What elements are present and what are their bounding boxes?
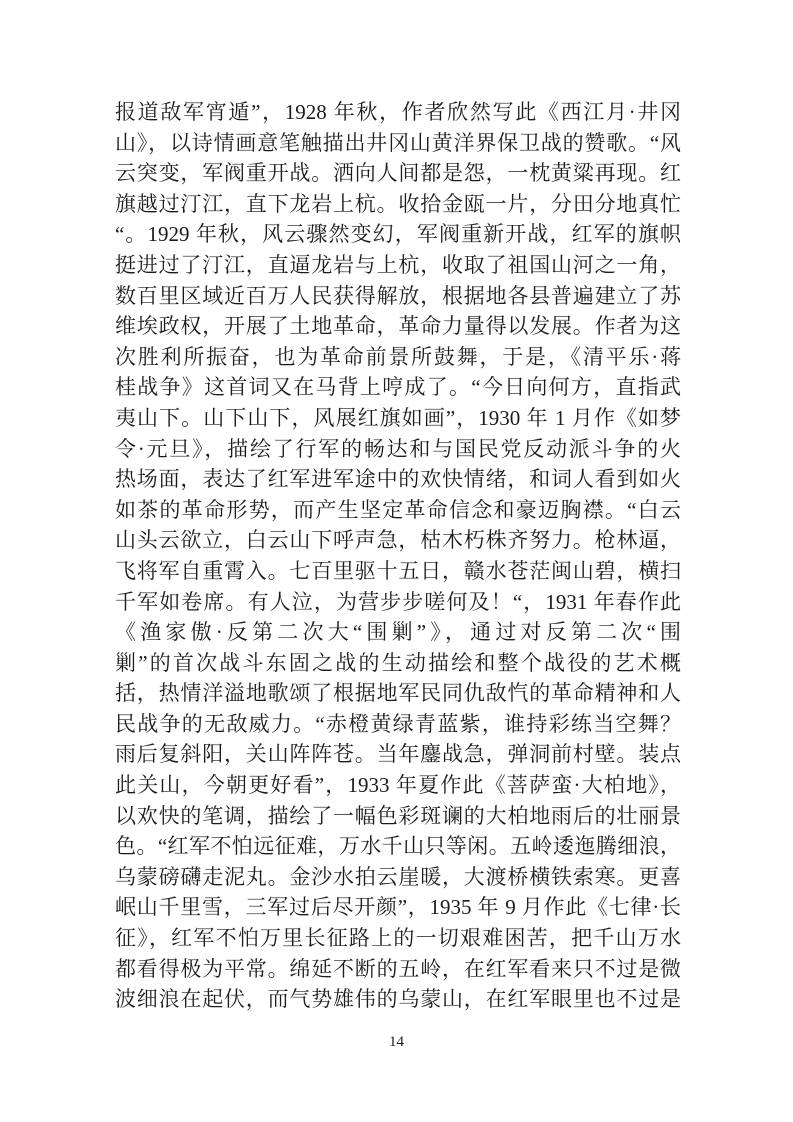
text-line: 飞将军自重霄入。七百里驱十五日，赣水苍茫闽山碧，横扫: [115, 558, 681, 583]
text-line: 征》，红军不怕万里长征路上的一切艰难困苦，把千山万水: [115, 926, 681, 951]
text-line: 色。“红军不怕远征难，万水千山只等闲。五岭逶迤腾细浪，: [115, 834, 681, 859]
text-line: 夷山下。山下山下，风展红旗如画”，1930 年 1 月作《如梦: [115, 405, 681, 430]
text-line: 桂战争》这首词又在马背上哼成了。“今日向何方，直指武: [115, 375, 681, 400]
text-line: 山头云欲立，白云山下呼声急，枯木朽株齐努力。枪林逼，: [115, 528, 681, 553]
text-line: 雨后复斜阳，关山阵阵苍。当年鏖战急，弹洞前村壁。装点: [115, 742, 681, 767]
text-line: 挺进过了汀江，直逼龙岩与上杭，收取了祖国山河之一角，: [115, 252, 681, 277]
text-line: 云突变，军阀重开战。洒向人间都是怨，一枕黄粱再现。红: [115, 161, 681, 186]
text-line: 维埃政权，开展了土地革命，革命力量得以发展。作者为这: [115, 314, 681, 339]
text-line: 旗越过汀江，直下龙岩上杭。收拾金瓯一片，分田分地真忙: [115, 191, 681, 216]
text-line: 如茶的革命形势，而产生坚定革命信念和豪迈胸襟。“白云: [115, 497, 681, 522]
text-line: 岷山千里雪，三军过后尽开颜”，1935 年 9 月作此《七律·长: [115, 895, 681, 920]
text-line: 热场面，表达了红军进军途中的欢快情绪，和词人看到如火: [115, 467, 681, 492]
text-line: 民战争的无敌威力。“赤橙黄绿青蓝紫，谁持彩练当空舞？: [115, 711, 681, 736]
text-line: 乌蒙磅礴走泥丸。金沙水拍云崖暖，大渡桥横铁索寒。更喜: [115, 864, 681, 889]
text-line: 波细浪在起伏，而气势雄伟的乌蒙山，在红军眼里也不过是: [115, 987, 681, 1012]
text-line: 山》，以诗情画意笔触描出井冈山黄洋界保卫战的赞歌。“风: [115, 130, 681, 155]
text-line: 剿”的首次战斗东固之战的生动描绘和整个战役的艺术概: [115, 650, 681, 675]
text-line: “。1929 年秋，风云骤然变幻，军阀重新开战，红军的旗帜: [115, 222, 681, 247]
text-line: 千军如卷席。有人泣，为营步步嗟何及！“，1931 年春作此: [115, 589, 681, 614]
text-line: 次胜利所振奋，也为革命前景所鼓舞，于是，《清平乐·蒋: [115, 344, 681, 369]
text-line: 报道敌军宵遁”，1928 年秋，作者欣然写此《西江月·井冈: [115, 100, 681, 124]
text-line: 括，热情洋溢地歌颂了根据地军民同仇敌忾的革命精神和人: [115, 681, 681, 706]
text-line: 《渔家傲·反第二次大“围剿”》，通过对反第二次“围: [115, 620, 681, 645]
text-line: 令·元旦》，描绘了行军的畅达和与国民党反动派斗争的火: [115, 436, 681, 461]
text-line: 都看得极为平常。绵延不断的五岭，在红军看来只不过是微: [115, 956, 681, 981]
page-number: 14: [389, 1034, 404, 1050]
body-text: [115, 97, 681, 1015]
text-line: 数百里区域近百万人民获得解放，根据地各县普遍建立了苏: [115, 283, 681, 308]
text-line: 以欢快的笔调，描绘了一幅色彩斑谰的大柏地雨后的壮丽景: [115, 803, 681, 828]
text-line: 此关山，今朝更好看”，1933 年夏作此《菩萨蛮·大柏地》，: [115, 773, 681, 798]
